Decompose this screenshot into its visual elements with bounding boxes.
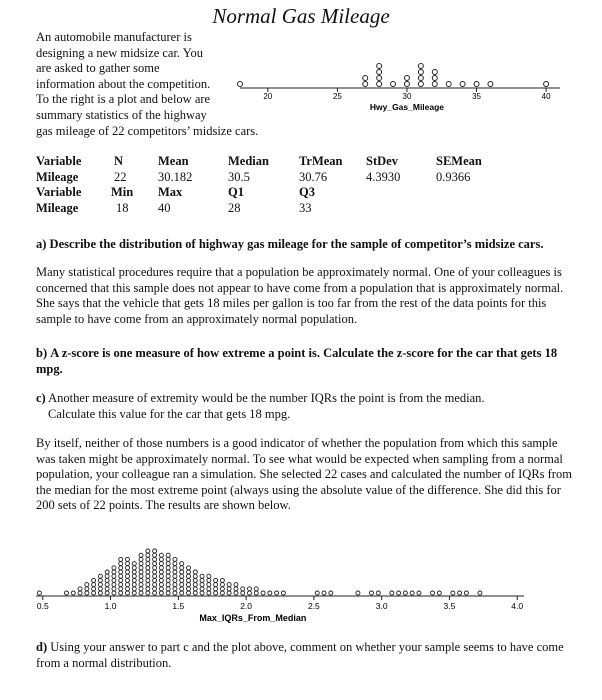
- x-tick-label: 2.0: [240, 601, 253, 611]
- data-point: [98, 574, 102, 578]
- intro-line: are asked to gather some: [36, 61, 160, 76]
- data-point: [159, 587, 163, 591]
- data-point: [139, 583, 143, 587]
- data-point: [166, 578, 170, 582]
- data-point: [153, 587, 157, 591]
- data-point: [166, 562, 170, 566]
- page-title: Normal Gas Mileage: [212, 4, 390, 28]
- data-point: [166, 574, 170, 578]
- data-point: [363, 76, 368, 81]
- stats-header-cell: Min: [111, 185, 134, 199]
- data-point: [214, 587, 218, 591]
- data-point: [119, 562, 123, 566]
- x-tick-label: 3.0: [375, 601, 388, 611]
- data-point: [126, 557, 130, 561]
- data-point: [363, 82, 368, 87]
- data-point: [488, 82, 493, 87]
- data-point: [474, 82, 479, 87]
- data-point: [275, 591, 279, 595]
- data-point: [105, 570, 109, 574]
- data-point: [166, 583, 170, 587]
- data-point: [112, 587, 116, 591]
- stats-cell: 40: [158, 200, 171, 215]
- data-point: [187, 578, 191, 582]
- data-point: [119, 566, 123, 570]
- data-point: [404, 82, 409, 87]
- x-tick-label: 0.5: [36, 601, 49, 611]
- data-point: [227, 583, 231, 587]
- data-point: [146, 583, 150, 587]
- stats-header-cell: TrMean: [299, 154, 343, 168]
- data-point: [132, 562, 136, 566]
- x-tick-label: 20: [263, 92, 273, 101]
- data-point: [180, 587, 184, 591]
- data-point: [159, 566, 163, 570]
- data-point: [207, 578, 211, 582]
- data-point: [241, 591, 245, 595]
- data-point: [105, 578, 109, 582]
- data-point: [126, 578, 130, 582]
- question-c: [36, 391, 576, 422]
- data-point: [139, 566, 143, 570]
- data-point: [112, 583, 116, 587]
- data-point: [153, 570, 157, 574]
- data-point: [132, 566, 136, 570]
- data-point: [187, 591, 191, 595]
- data-point: [132, 587, 136, 591]
- data-point: [159, 553, 163, 557]
- data-point: [227, 587, 231, 591]
- intro-line: designing a new midsize car. You: [36, 45, 203, 60]
- data-point: [78, 587, 82, 591]
- data-point: [254, 591, 258, 595]
- data-point: [173, 557, 177, 561]
- data-point: [153, 549, 157, 553]
- data-point: [119, 574, 123, 578]
- x-tick-label: 2.5: [307, 601, 320, 611]
- data-point: [376, 591, 380, 595]
- data-point: [180, 591, 184, 595]
- data-point: [37, 591, 41, 595]
- data-point: [234, 591, 238, 595]
- x-tick-label: 3.5: [443, 601, 456, 611]
- stats-header-cell: SEMean: [436, 154, 482, 168]
- data-point: [173, 583, 177, 587]
- data-point: [105, 574, 109, 578]
- stats-cell: 18: [116, 200, 129, 215]
- data-point: [418, 82, 423, 87]
- data-point: [329, 591, 333, 595]
- data-point: [132, 574, 136, 578]
- data-point: [187, 574, 191, 578]
- data-point: [139, 562, 143, 566]
- data-point: [132, 578, 136, 582]
- x-tick-label: 4.0: [511, 601, 524, 611]
- stats-cell: 30.5: [228, 169, 250, 184]
- data-point: [98, 591, 102, 595]
- data-point: [119, 557, 123, 561]
- data-point: [159, 570, 163, 574]
- data-point: [112, 578, 116, 582]
- data-point: [159, 578, 163, 582]
- data-point: [187, 583, 191, 587]
- stats-header-cell: Max: [158, 185, 183, 199]
- data-point: [146, 574, 150, 578]
- data-point: [464, 591, 468, 595]
- data-point: [139, 591, 143, 595]
- data-point: [139, 587, 143, 591]
- data-point: [119, 587, 123, 591]
- data-point: [180, 574, 184, 578]
- data-point: [200, 587, 204, 591]
- data-point: [153, 578, 157, 582]
- data-point: [139, 570, 143, 574]
- data-point: [126, 583, 130, 587]
- question-label: b): [36, 346, 48, 360]
- data-point: [322, 591, 326, 595]
- data-point: [92, 578, 96, 582]
- question-d: [36, 640, 576, 671]
- data-point: [105, 587, 109, 591]
- data-point: [187, 587, 191, 591]
- data-point: [166, 557, 170, 561]
- data-point: [370, 591, 374, 595]
- data-point: [377, 64, 382, 69]
- data-point: [112, 591, 116, 595]
- data-point: [126, 562, 130, 566]
- data-point: [180, 578, 184, 582]
- data-point: [403, 591, 407, 595]
- question-text: Calculate this value for the car that gets 18 mpg.: [48, 406, 291, 421]
- stats-cell: 30.76: [299, 169, 328, 184]
- stats-cell: Mileage: [36, 200, 79, 215]
- data-point: [187, 570, 191, 574]
- gas-mileage-dotplot: [0, 0, 602, 135]
- data-point: [281, 591, 285, 595]
- intro-last-line: gas mileage of 22 competitors’ midsize cars.: [36, 124, 259, 138]
- question-label: d): [36, 640, 48, 654]
- x-tick-label: 30: [402, 92, 412, 101]
- data-point: [187, 566, 191, 570]
- data-point: [397, 591, 401, 595]
- stats-header-cell: Q1: [228, 185, 244, 199]
- data-point: [200, 591, 204, 595]
- data-point: [71, 591, 75, 595]
- data-point: [92, 591, 96, 595]
- data-point: [180, 583, 184, 587]
- data-point: [159, 583, 163, 587]
- data-point: [166, 553, 170, 557]
- stats-cell: 28: [228, 200, 241, 215]
- data-point: [432, 76, 437, 81]
- data-point: [98, 587, 102, 591]
- question-text: Using your answer to part c and the plot above, comment on whether your sample seems to have come from a normal distribution.: [36, 640, 564, 670]
- data-point: [410, 591, 414, 595]
- data-point: [268, 591, 272, 595]
- data-point: [153, 566, 157, 570]
- data-point: [214, 583, 218, 587]
- data-point: [153, 574, 157, 578]
- data-point: [146, 566, 150, 570]
- data-point: [153, 591, 157, 595]
- intro-line: information about the competition.: [36, 76, 211, 91]
- data-point: [418, 76, 423, 81]
- data-point: [153, 562, 157, 566]
- data-point: [119, 591, 123, 595]
- data-point: [166, 591, 170, 595]
- data-point: [220, 591, 224, 595]
- data-point: [146, 557, 150, 561]
- data-point: [418, 70, 423, 75]
- data-point: [193, 574, 197, 578]
- data-point: [377, 82, 382, 87]
- data-point: [85, 591, 89, 595]
- x-tick-label: 1.5: [172, 601, 185, 611]
- data-point: [544, 82, 549, 87]
- data-point: [119, 583, 123, 587]
- data-point: [153, 557, 157, 561]
- data-point: [159, 557, 163, 561]
- data-point: [214, 591, 218, 595]
- data-point: [173, 587, 177, 591]
- data-point: [98, 578, 102, 582]
- data-point: [180, 570, 184, 574]
- data-point: [112, 570, 116, 574]
- x-tick-label: 25: [332, 92, 342, 101]
- data-point: [241, 587, 245, 591]
- data-point: [200, 583, 204, 587]
- x-axis-label: Max_IQRs_From_Median: [199, 613, 307, 623]
- data-point: [207, 591, 211, 595]
- data-point: [248, 587, 252, 591]
- data-point: [98, 583, 102, 587]
- data-point: [132, 583, 136, 587]
- data-point: [132, 591, 136, 595]
- stats-header-cell: Mean: [158, 154, 189, 168]
- question-a: [36, 237, 576, 253]
- data-point: [254, 587, 258, 591]
- data-point: [112, 574, 116, 578]
- intro-line: summary statistics of the highway: [36, 107, 207, 122]
- data-point: [180, 566, 184, 570]
- data-point: [356, 591, 360, 595]
- data-point: [417, 591, 421, 595]
- data-point: [234, 583, 238, 587]
- stats-cell: 0.9366: [436, 169, 471, 184]
- data-point: [85, 583, 89, 587]
- data-point: [227, 591, 231, 595]
- data-point: [261, 591, 265, 595]
- stats-cell: 33: [299, 200, 312, 215]
- data-point: [166, 570, 170, 574]
- question-text: Another measure of extremity would be the number IQRs the point is from the median.: [48, 391, 485, 405]
- data-point: [85, 587, 89, 591]
- data-point: [119, 570, 123, 574]
- data-point: [446, 82, 451, 87]
- data-point: [193, 583, 197, 587]
- data-point: [377, 70, 382, 75]
- data-point: [478, 591, 482, 595]
- intro-line: An automobile manufacturer is: [36, 30, 192, 44]
- data-point: [200, 574, 204, 578]
- stats-header-cell: Variable: [36, 154, 82, 168]
- data-point: [92, 583, 96, 587]
- data-point: [146, 553, 150, 557]
- stats-header-cell: Variable: [36, 185, 82, 199]
- data-point: [193, 591, 197, 595]
- data-point: [112, 566, 116, 570]
- data-point: [214, 578, 218, 582]
- data-point: [220, 583, 224, 587]
- data-point: [126, 591, 130, 595]
- data-point: [458, 591, 462, 595]
- question-text: a) Describe the distribution of highway gas mileage for the sample of competitor’s midsize cars.: [36, 237, 544, 251]
- data-point: [126, 574, 130, 578]
- data-point: [315, 591, 319, 595]
- data-point: [139, 574, 143, 578]
- data-point: [234, 587, 238, 591]
- data-point: [146, 562, 150, 566]
- data-point: [418, 64, 423, 69]
- data-point: [166, 587, 170, 591]
- data-point: [153, 583, 157, 587]
- data-point: [248, 591, 252, 595]
- question-b: [36, 346, 576, 377]
- data-point: [146, 591, 150, 595]
- data-point: [126, 587, 130, 591]
- data-point: [193, 578, 197, 582]
- data-point: [126, 566, 130, 570]
- data-point: [437, 591, 441, 595]
- x-tick-label: 40: [541, 92, 551, 101]
- data-point: [193, 570, 197, 574]
- data-point: [132, 570, 136, 574]
- data-point: [390, 591, 394, 595]
- data-point: [65, 591, 69, 595]
- stats-cell: 22: [114, 169, 127, 184]
- data-point: [431, 591, 435, 595]
- data-point: [159, 591, 163, 595]
- data-point: [220, 587, 224, 591]
- data-point: [146, 578, 150, 582]
- data-point: [173, 570, 177, 574]
- data-point: [105, 583, 109, 587]
- intro-line: To the right is a plot and below are: [36, 92, 211, 107]
- data-point: [139, 557, 143, 561]
- data-point: [105, 591, 109, 595]
- data-point: [193, 587, 197, 591]
- stats-cell: 4.3930: [366, 169, 401, 184]
- data-point: [460, 82, 465, 87]
- data-point: [404, 76, 409, 81]
- data-point: [432, 82, 437, 87]
- data-point: [159, 562, 163, 566]
- data-point: [200, 578, 204, 582]
- data-point: [173, 591, 177, 595]
- data-point: [377, 76, 382, 81]
- data-point: [139, 553, 143, 557]
- data-point: [207, 587, 211, 591]
- data-point: [146, 587, 150, 591]
- data-point: [146, 549, 150, 553]
- data-point: [139, 578, 143, 582]
- data-point: [126, 570, 130, 574]
- stats-header-cell: Q3: [299, 185, 315, 199]
- x-axis-label: Hwy_Gas_Mileage: [369, 102, 445, 112]
- data-point: [391, 82, 396, 87]
- data-point: [119, 578, 123, 582]
- stats-header-cell: Median: [228, 154, 269, 168]
- stats-header-cell: N: [114, 154, 124, 168]
- question-text: A z-score is one measure of how extreme a point is. Calculate the z-score for the car that gets 18 mpg.: [36, 346, 558, 376]
- paragraph-1: Many statistical procedures require that a population be approximately normal. One of your colleagues is concerned that this sample does not appear to have come from a population that is approximately normal. She says that the vehicle that gets 18 miles per gallon is too far from the rest of the data points for this sample to have come from an approximately normal population.: [36, 265, 564, 326]
- data-point: [238, 82, 243, 87]
- data-point: [78, 591, 82, 595]
- question-label: c): [36, 391, 46, 405]
- data-point: [166, 566, 170, 570]
- x-tick-label: 35: [472, 92, 481, 101]
- data-point: [207, 583, 211, 587]
- stats-cell: Mileage: [36, 169, 79, 184]
- stats-header-cell: StDev: [366, 154, 398, 168]
- data-point: [207, 574, 211, 578]
- data-point: [153, 553, 157, 557]
- data-point: [159, 574, 163, 578]
- data-point: [173, 562, 177, 566]
- data-point: [451, 591, 455, 595]
- data-point: [180, 562, 184, 566]
- data-point: [92, 587, 96, 591]
- data-point: [173, 578, 177, 582]
- data-point: [146, 570, 150, 574]
- data-point: [173, 566, 177, 570]
- data-point: [220, 578, 224, 582]
- data-point: [173, 574, 177, 578]
- data-point: [432, 70, 437, 75]
- paragraph-2: By itself, neither of those numbers is a good indicator of whether the population from which this sample was taken might be approximately normal. To see what would be expected when sampling from a normal population, your colleague ran a simulation. She selected 22 cases and calculated the number of IQRs from the median for the most extreme point (always using the absolute value of the difference. She did this for 200 sets of 22 points. The results are shown below.: [36, 436, 572, 513]
- x-tick-label: 1.0: [104, 601, 117, 611]
- stats-cell: 30.182: [158, 169, 193, 184]
